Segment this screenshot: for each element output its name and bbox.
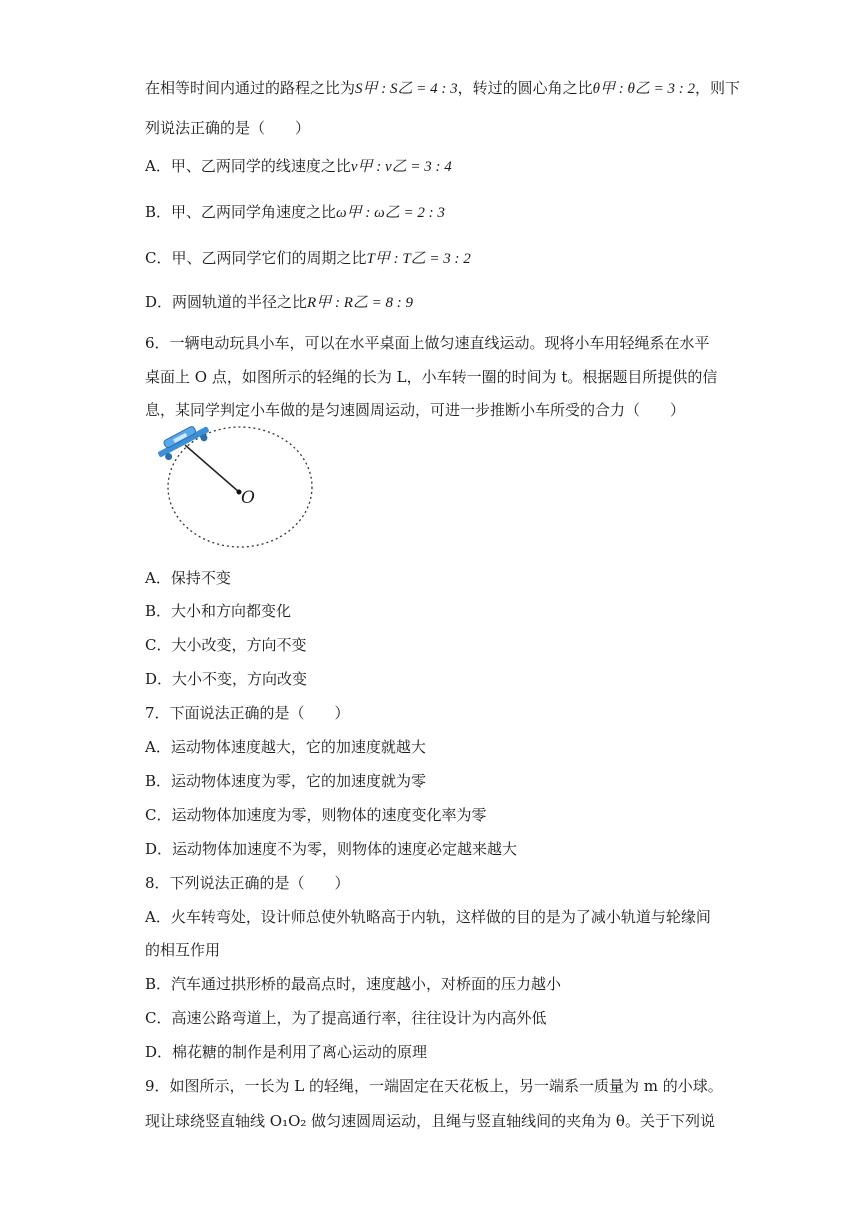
- q6-option-a[interactable]: A．保持不变: [145, 569, 231, 587]
- q6-stem-line-2: 桌面上 O 点，如图所示的轻绳的长为 L，小车转一圈的时间为 t。根据题目所提供的信: [145, 368, 718, 386]
- q7-option-c[interactable]: C．运动物体加速度为零，则物体的速度变化率为零: [145, 806, 487, 824]
- q6-stem-line-1: 6．一辆电动玩具小车，可以在水平桌面上做匀速直线运动。现将小车用轻绳系在水平: [145, 334, 710, 352]
- q5-stem-text-post: ，则下: [695, 79, 741, 97]
- q7-option-b[interactable]: B．运动物体速度为零，它的加速度就为零: [145, 772, 427, 790]
- q8-stem: 8．下列说法正确的是（ ）: [145, 874, 350, 892]
- q5-ratio-distance: S甲 : S乙 = 4 : 3: [355, 81, 458, 97]
- dotted-circle-path: [168, 427, 312, 547]
- q5-stem-line-2: 列说法正确的是（ ）: [145, 119, 311, 137]
- q6-figure-circular-motion: [150, 405, 325, 555]
- q8-option-b[interactable]: B．汽车通过拱形桥的最高点时，速度越小，对桥面的压力越小: [145, 975, 562, 993]
- q5-stem-line-1: [145, 78, 740, 99]
- q5-option-b-text: B．甲、乙两同学角速度之比: [145, 203, 337, 221]
- q6-figure-svg: [150, 405, 325, 555]
- q6-option-c[interactable]: C．大小改变，方向不变: [145, 636, 307, 654]
- q5-option-b[interactable]: [145, 202, 445, 223]
- q5-option-d-math: R甲 : R乙 = 8 : 9: [307, 295, 413, 311]
- toy-car-icon: [154, 420, 213, 464]
- q5-option-d-text: D．两圆轨道的半径之比: [145, 293, 308, 311]
- q5-option-b-math: ω甲 : ω乙 = 2 : 3: [336, 205, 445, 221]
- q8-option-a[interactable]: A．火车转弯处，设计师总使外轨略高于内轨，这样做的目的是为了减小轨道与轮缘间: [145, 908, 711, 926]
- q8-option-c[interactable]: C．高速公路弯道上，为了提高通行率，往往设计为内高外低: [145, 1009, 547, 1027]
- q5-option-a-text: A．甲、乙两同学的线速度之比: [145, 157, 351, 175]
- q6-figure-label-o: O: [241, 488, 255, 508]
- q7-option-d[interactable]: D．运动物体加速度不为零，则物体的速度必定越来越大: [145, 840, 518, 858]
- q5-option-a[interactable]: [145, 156, 452, 177]
- q6-option-b[interactable]: B．大小和方向都变化: [145, 602, 292, 620]
- q5-option-a-math: v甲 : v乙 = 3 : 4: [350, 159, 452, 175]
- q7-option-a[interactable]: A．运动物体速度越大，它的加速度就越大: [145, 738, 426, 756]
- q6-option-d[interactable]: D．大小不变，方向改变: [145, 670, 308, 688]
- q5-ratio-angle: θ甲 : θ乙 = 3 : 2: [592, 81, 696, 97]
- rope-line: [185, 445, 239, 492]
- q5-option-c-math: T甲 : T乙 = 3 : 2: [366, 251, 471, 267]
- q5-option-d[interactable]: [145, 292, 413, 313]
- q5-stem-text-mid: ，转过的圆心角之比: [457, 79, 593, 97]
- q9-stem-line-1: 9．如图所示，一长为 L 的轻绳，一端固定在天花板上，另一端系一质量为 m 的小球。: [145, 1077, 723, 1095]
- q8-option-d[interactable]: D．棉花糖的制作是利用了离心运动的原理: [145, 1043, 428, 1061]
- q7-stem: 7．下面说法正确的是（ ）: [145, 704, 350, 722]
- q5-option-c[interactable]: [145, 248, 471, 269]
- q6-stem-line-3: 息，某同学判定小车做的是匀速圆周运动，可进一步推断小车所受的合力（ ）: [145, 401, 686, 419]
- q5-stem-text-pre: 在相等时间内通过的路程之比为: [145, 79, 356, 97]
- q5-option-c-text: C．甲、乙两同学它们的周期之比: [145, 249, 367, 267]
- q8-option-a-continued: 的相互作用: [145, 941, 221, 959]
- q9-stem-line-2: 现让球绕竖直轴线 O₁O₂ 做匀速圆周运动，且绳与竖直轴线间的夹角为 θ。关于下列说: [145, 1112, 715, 1130]
